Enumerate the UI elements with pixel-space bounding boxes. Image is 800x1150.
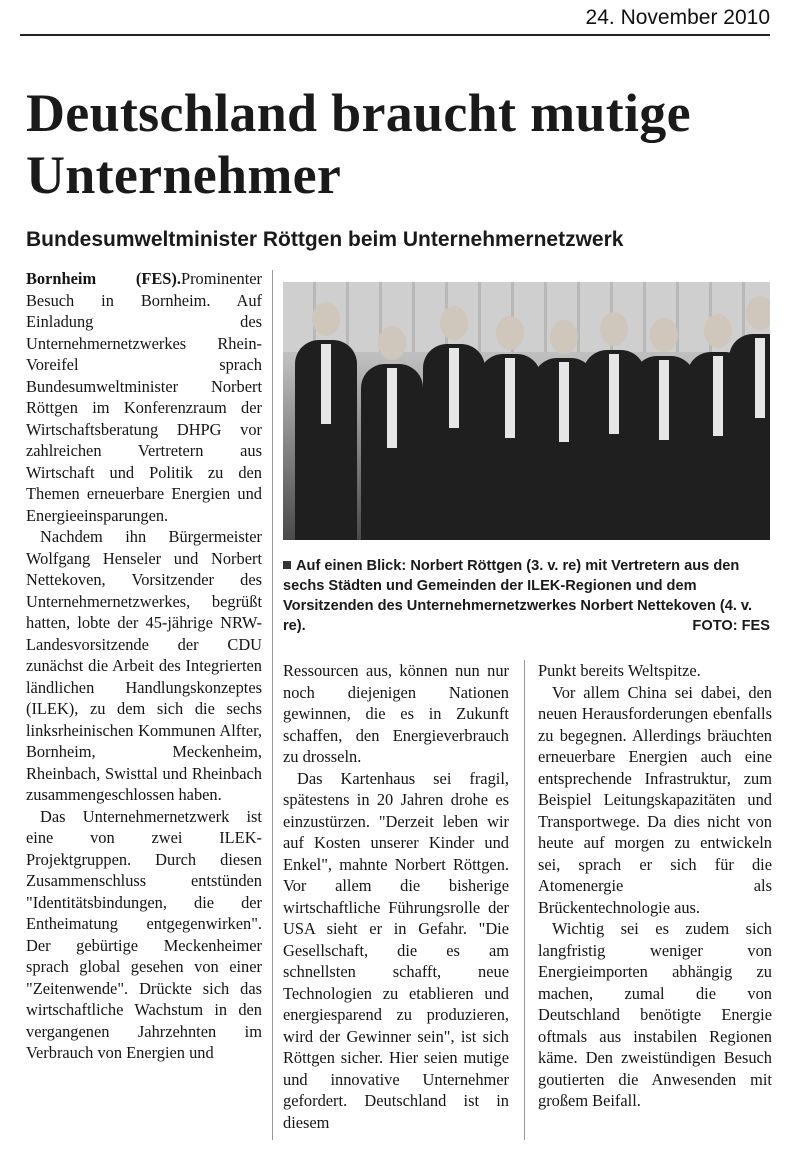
article-column-3 (538, 660, 772, 1112)
column-divider (524, 660, 525, 1140)
photo-person (729, 334, 770, 540)
paragraph-7: Vor allem China sei dabei, den neuen Herausforderungen ebenfalls zu begegnen. Allerdings bräuchten erneuerbare Energien auch eine entsprechende Infrastruktur, zum Beispiel Leitungskapazitäten und Transportwege. Da dies nicht von heute auf morgen zu entwickeln sei, sprach er sich für die Atomenergie als Brückentechnologie aus. (538, 682, 772, 917)
header-rule (20, 34, 770, 36)
publication-date: 24. November 2010 (585, 6, 770, 29)
group-photo (283, 282, 770, 540)
caption-text: Auf einen Blick: Norbert Röttgen (3. v. re) mit Vertretern aus den sechs Städten und Gemeinden der ILEK-Regionen und dem Vorsitzenden des Unternehmernetzwerkes Norbert Nettekoven (4. v. re). (283, 558, 753, 634)
photo-person (295, 340, 357, 540)
article-column-2 (283, 660, 509, 1133)
paragraph-6: Punkt bereits Weltspitze. (538, 661, 701, 680)
photo-person (361, 364, 423, 540)
paragraph-8: Wichtig sei es zudem sich langfristig weniger von Energieimporten abhängig zu machen, zumal die von Deutschland benötigte Energie oftmals aus instabilen Regionen käme. Den zweistündigen Besuch goutierten die Anwesenden mit großem Beifall. (538, 919, 772, 1110)
caption-bullet-icon (283, 561, 291, 569)
paragraph-2: Nachdem ihn Bürgermeister Wolfgang Henseler und Norbert Nettekoven, Vorsitzender des Unternehmernetzwerkes, begrüßt hatten, lobte der 45-jährige NRW-Landesvorsitzende der CDU zunächst die Arbeit des Integrierten ländlichen Handlungskonzeptes (ILEK), zu dem sich die sechs linksrheinischen Kommunen Alfter, Bornheim, Meckenheim, Rheinbach, Swisttal und Rheinbach zusammengeschlossen haben. (26, 527, 262, 804)
photo-caption (283, 556, 770, 636)
paragraph-3: Das Unternehmernetzwerk ist eine von zwei ILEK-Projektgruppen. Durch diesen Zusammenschluss entstünden "Identitätsbindungen, die der Entheimatung entgegenwirken". Der gebürtige Meckenheimer sprach global gesehen von einer "Zeitenwende". Drückte sich das wirtschaftliche Wachstum in den vergangenen Jahrzehnten im Verbrauch von Energien und (26, 806, 262, 1062)
dateline: Bornheim (FES). (26, 269, 181, 288)
article-column-1 (26, 268, 262, 1064)
column-divider (272, 270, 273, 1140)
paragraph-5: Das Kartenhaus sei fragil, spätestens in 20 Jahren drohe es einzustürzen. "Derzeit leben wir auf Kosten unserer Kinder und Enkel", mahnte Norbert Röttgen. Vor allem die bisherige wirtschaftliche Führungsrolle der USA sieht er in Gefahr. "Die Gesellschaft, die es am schnellsten schafft, neue Technologien zu etablieren und energiesparend zu produzieren, wird der Gewinner sein", ist sich Röttgen sicher. Hier seien mutige und innovative Unternehmer gefordert. Deutschland ist in diesem (283, 768, 509, 1132)
photo-credit: FOTO: FES (692, 618, 770, 634)
paragraph-4: Ressourcen aus, können nun nur noch diejenigen Nationen gewinnen, die es in Zukunft schaffen, den Energieverbrauch zu drosseln. (283, 661, 509, 766)
subheadline: Bundesumweltminister Röttgen beim Unternehmernetzwerk (26, 228, 624, 251)
headline: Deutschland braucht mutige Unternehmer (26, 83, 691, 205)
photo-person (633, 356, 695, 540)
photo-ceiling (283, 282, 770, 352)
paragraph-1 (26, 268, 262, 526)
paragraph-1-text: Prominenter Besuch in Bornheim. Auf Einladung des Unternehmernetzwerkes Rhein-Voreifel sprach Bundesumweltminister Norbert Röttgen im Konferenzraum der Wirtschaftsberatung DHPG vor zahlreichen Vertretern aus Wirtschaft und Politik zu den Themen erneuerbare Energien und Energieeinsparungen. (26, 269, 262, 525)
photo-person (479, 354, 541, 540)
photo-person (423, 344, 485, 540)
